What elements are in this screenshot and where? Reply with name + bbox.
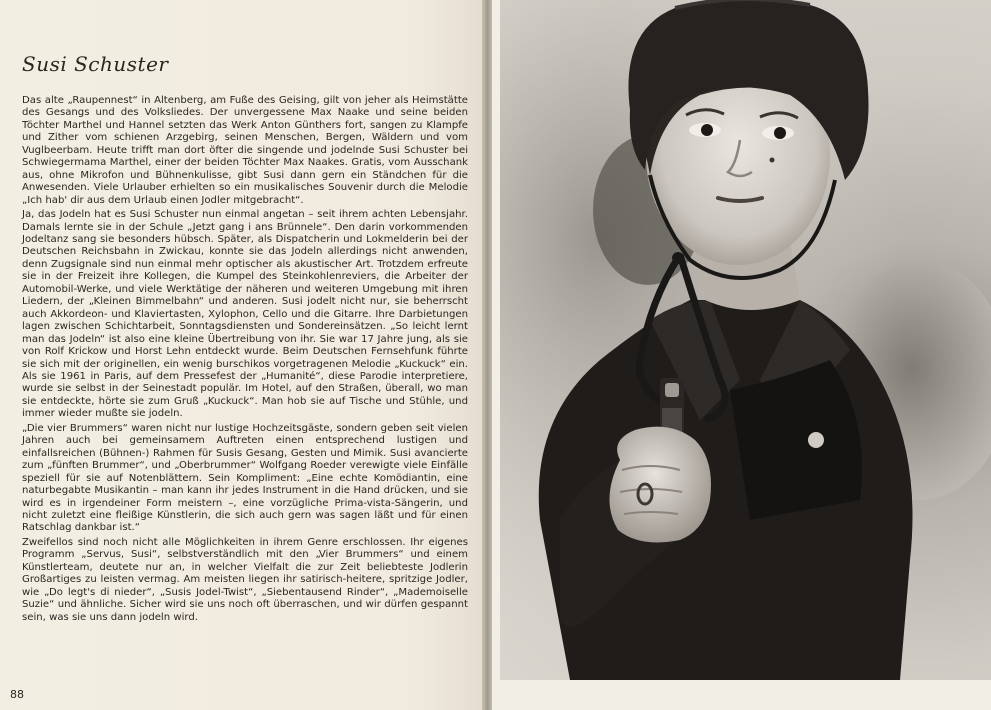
article-title: Susi Schuster [22,52,169,76]
paragraph-1: Das alte „Raupennest“ in Altenberg, am Fuße des Geising, gilt von jeher als Heimstätte des Gesangs und des Volksliedes. Der unvergessene Max Naake und seine beiden Töchter Marthel und Hannel setzten das Werk Anton Günthers fort, sangen zu Klampfe und Zither vom schienen Arzgebirg, seinen Menschen, Bergen, Wäldern und vom Vuglbeerbam. Heute trifft man dort öfter die singende und jodelnde Susi Schuster bei Schwiegermama Marthel, einer der beiden Töchter Max Naakes. Gratis, vom Ausschank aus, ohne Mikrofon und Bühnenkulisse, gibt Susi dann gern ein Ständchen für die Anwesenden. Viele Urlauber erhielten so ein musikalisches Souvenir durch die Melodie „Ich hab' dir aus dem Urlaub einen Jodler mitgebracht“. [22,95,468,206]
pistol-sight [665,383,679,397]
paragraph-3: „Die vier Brummers“ waren nicht nur lustige Hochzeitsgäste, sondern geben seit vielen Jahren auch bei gemeinsamem Auftreten einen entsprechend lustigen und einfallsreichen (Bühnen-) Rahmen für Susis Gesang, Gesten und Mimik. Susi avancierte zum „fünften Brummer“, und „Oberbrummer“ Wolfgang Roeder verewigte viele Einfälle speziell für sie auf Notenblättern. Sein Kompliment: „Eine echte Komödiantin, eine naturbegabte Musikantin – man kann ihr jedes Instrument in die Hand drücken, und sie wird es in irgendeiner Form meistern –, eine vorzügliche Prima-vista-Sängerin, und nicht zuletzt eine fleißige Künstlerin, die sich auch gern was sagen läßt und für einen Ratschlag dankbar ist.“ [22,422,468,534]
pupil-left [701,124,713,136]
article-body [22,95,468,626]
paragraph-2: Ja, das Jodeln hat es Susi Schuster nun einmal angetan – seit ihrem achten Lebensjahr. Damals lernte sie in der Schule „Jetzt gang i ans Brünnele“. Den darin vorkommenden Jodeltanz sang sie besonders hübsch. Später, als Dispatcherin und Lokmelderin bei der Deutschen Reichsbahn in Zwickau, konnte sie das Jodeln allerdings nicht anwenden, denn Zugsignale sind nun einmal mehr optischer als akustischer Art. Trotzdem erfreute sie in der Freizeit ihre Kollegen, die Kumpel des Steinkohlenreviers, die Arbeiter der Automobil-Werke, und viele Werktätige der näheren und weiteren Umgebung mit ihren Liedern, der „Kleinen Bimmelbahn“ und anderen. Susi jodelt nicht nur, sie beherrscht auch Akkordeon- und Klaviertasten, Xylophon, Cello und die Gitarre. Ihre Darbietungen lagen zwischen Schichtarbeit, Sonntagsdiensten und Sondereinsätzen. „So leicht lernt man das Jodeln“ ist also eine kleine Übertreibung von ihr. Sie war 17 Jahre jung, als sie von Rolf Krickow und Horst Lehn entdeckt wurde. Beim Deutschen Fernsehfunk führte sie sich mit der originellen, ein wenig burschikos vorgetragenen Melodie „Kuckuck“ ein. Als sie 1961 in Paris, auf dem Pressefest der „Humanité“, diese Parodie interpretiere, wurde sie selbst in der Seinestadt populär. Im Hotel, auf den Straßen, überall, wo man sie entdeckte, hörte sie zum Gruß „Kuckuck“. Man hob sie auf Tische und Stühle, und immer wieder mußte sie jodeln. [22,209,468,420]
hand [609,427,711,543]
cord-knot [672,252,684,264]
left-page [0,0,484,710]
pupil-right [774,127,786,139]
paragraph-4: Zweifellos sind noch nicht alle Möglichkeiten in ihrem Genre erschlossen. Ihr eigenes Programm „Servus, Susi“, selbstverständlich mit den „Vier Brummers“ und einem Künstlerteam, deutete nur an, in welcher Vielfalt die zur Zeit beliebteste Jodlerin Großartiges zu leisten vermag. Am meisten liegen ihr satirisch-heitere, spritzige Jodler, wie „Do legt's di nieder“, „Susis Jodel-Twist“, „Siebentausend Rinder“, „Mademoiselle Suzie“ und ähnliche. Sicher wird sie uns noch oft überraschen, und wir dürfen gespannt sein, was sie uns dann jodeln wird. [22,536,468,623]
button [808,432,824,448]
portrait-photo [500,0,991,680]
beauty-mark [770,158,775,163]
portrait-illustration [500,0,991,680]
page-number: 88 [10,688,24,701]
